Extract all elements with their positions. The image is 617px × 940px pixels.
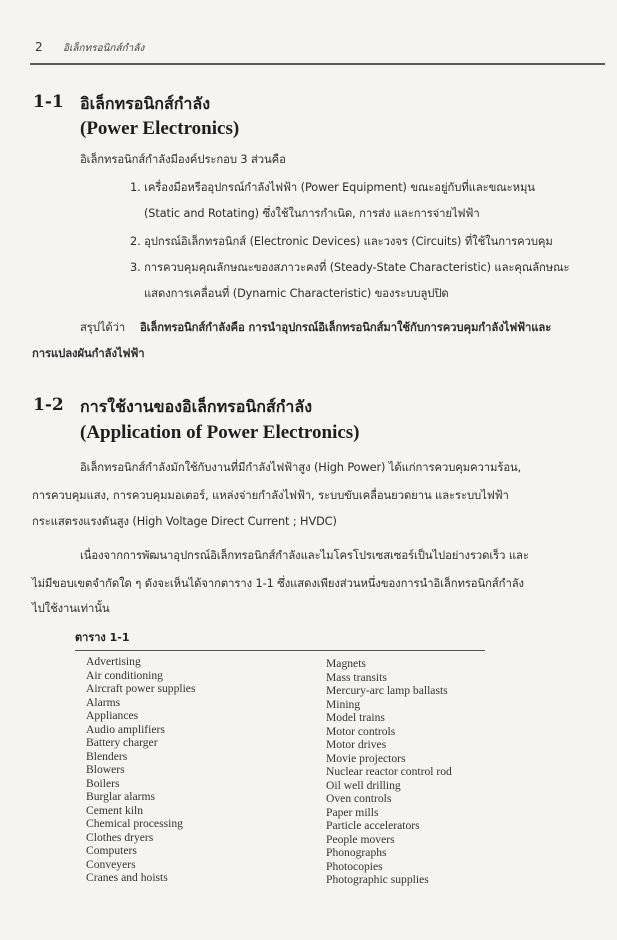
table-cell: Paper mills	[326, 805, 379, 819]
table-cell: Magnets	[326, 657, 366, 670]
page-number: 2	[35, 40, 43, 54]
table-cell: Photocopies	[326, 859, 383, 873]
section-1-2-number: 1-2	[33, 395, 64, 415]
table-cell: Motor controls	[326, 724, 396, 738]
table-cell: Cement kiln	[86, 803, 143, 817]
table-top-rule	[75, 650, 485, 651]
table-cell: Motor drives	[326, 738, 387, 751]
paragraph-line: ไปใช้งานเท่านั้น	[32, 602, 110, 615]
header-rule	[30, 63, 605, 65]
table-cell: Advertising	[86, 655, 141, 668]
table-cell: Mass transits	[326, 670, 387, 684]
paragraph-line: ไม่มีขอบเขตจำกัดใด ๆ ดังจะเห็นได้จากตาราง 1-1 ซึ่งแสดงเพียงส่วนหนึ่งของการนำอิเล็กทรอนิกส์กำลัง	[32, 577, 524, 590]
section-1-1-number: 1-1	[33, 92, 64, 112]
section-1-2-title-en: (Application of Power Electronics)	[80, 422, 360, 443]
summary-definition-line-2: การแปลงผันกำลังไฟฟ้า	[32, 347, 145, 360]
table-cell: Oven controls	[326, 792, 392, 805]
table-cell: Oil well drilling	[326, 778, 401, 792]
table-column-left	[86, 655, 195, 885]
table-cell: Photographic supplies	[326, 873, 429, 886]
table-cell: Nuclear reactor control rod	[326, 765, 452, 778]
table-cell: Blenders	[86, 749, 128, 763]
table-cell: Audio amplifiers	[86, 722, 165, 736]
table-cell: Mercury-arc lamp ballasts	[326, 684, 448, 697]
table-column-right	[326, 657, 452, 887]
table-cell: Phonographs	[326, 846, 387, 859]
summary-definition-line-1: อิเล็กทรอนิกส์กำลังคือ การนำอุปกรณ์อิเล็กทรอนิกส์มาใช้กับการควบคุมกำลังไฟฟ้าและ	[140, 321, 552, 334]
table-cell: Clothes dryers	[86, 830, 154, 844]
section-1-1-intro: อิเล็กทรอนิกส์กำลังมีองค์ประกอบ 3 ส่วนคือ	[80, 153, 286, 166]
section-1-2-title-th: การใช้งานของอิเล็กทรอนิกส์กำลัง	[80, 397, 313, 416]
running-title: อิเล็กทรอนิกส์กำลัง	[63, 43, 145, 54]
table-label: ตาราง 1-1	[75, 631, 130, 644]
table-cell: Boilers	[86, 776, 120, 790]
table-cell: Mining	[326, 697, 361, 711]
table-cell: Model trains	[326, 711, 385, 724]
table-cell: Aircraft power supplies	[86, 682, 196, 695]
summary-lead: สรุปได้ว่า	[80, 321, 126, 334]
paragraph-line: เนื่องจากการพัฒนาอุปกรณ์อิเล็กทรอนิกส์กำลังและไมโครโปรเซสเซอร์เป็นไปอย่างรวดเร็ว และ	[80, 549, 529, 562]
table-cell: Battery charger	[86, 736, 158, 749]
list-item-1-line-2: (Static and Rotating) ซึ่งใช้ในการกำเนิด, การส่ง และการจ่ายไฟฟ้า	[144, 207, 480, 220]
table-cell: Air conditioning	[86, 668, 163, 682]
section-1-1-title-en: (Power Electronics)	[80, 118, 240, 139]
table-cell: People movers	[326, 832, 395, 846]
table-cell: Appliances	[86, 709, 139, 722]
table-cell: Blowers	[86, 763, 125, 776]
table-cell: Movie projectors	[326, 751, 406, 765]
table-cell: Cranes and hoists	[86, 871, 168, 884]
section-1-1-title-th: อิเล็กทรอนิกส์กำลัง	[80, 94, 210, 113]
table-cell: Conveyers	[86, 857, 136, 871]
paragraph-line: กระแสตรงแรงดันสูง (High Voltage Direct Current ; HVDC)	[32, 515, 337, 528]
table-cell: Particle accelerators	[326, 819, 420, 832]
paragraph-line: อิเล็กทรอนิกส์กำลังมักใช้กับงานที่มีกำลังไฟฟ้าสูง (High Power) ได้แก่การควบคุมความร้อน,	[80, 461, 522, 474]
paragraph-line: การควบคุมแสง, การควบคุมมอเตอร์, แหล่งจ่ายกำลังไฟฟ้า, ระบบขับเคลื่อนยวดยาน และระบบไฟฟ้า	[32, 489, 509, 502]
table-cell: Burglar alarms	[86, 790, 156, 803]
table-cell: Computers	[86, 844, 137, 857]
table-cell: Alarms	[86, 695, 121, 709]
list-item-3-line-1: 3. การควบคุมคุณลักษณะของสภาวะคงที่ (Steady-State Characteristic) และคุณลักษณะ	[130, 261, 570, 274]
list-item-3-line-2: แสดงการเคลื่อนที่ (Dynamic Characteristic) ของระบบลูปปิด	[144, 287, 449, 300]
list-item-1-line-1: 1. เครื่องมือหรืออุปกรณ์กำลังไฟฟ้า (Power Equipment) ขณะอยู่กับที่และขณะหมุน	[130, 181, 535, 194]
list-item-2-line-1: 2. อุปกรณ์อิเล็กทรอนิกส์ (Electronic Devices) และวงจร (Circuits) ที่ใช้ในการควบคุม	[130, 235, 553, 248]
table-cell: Chemical processing	[86, 817, 183, 830]
